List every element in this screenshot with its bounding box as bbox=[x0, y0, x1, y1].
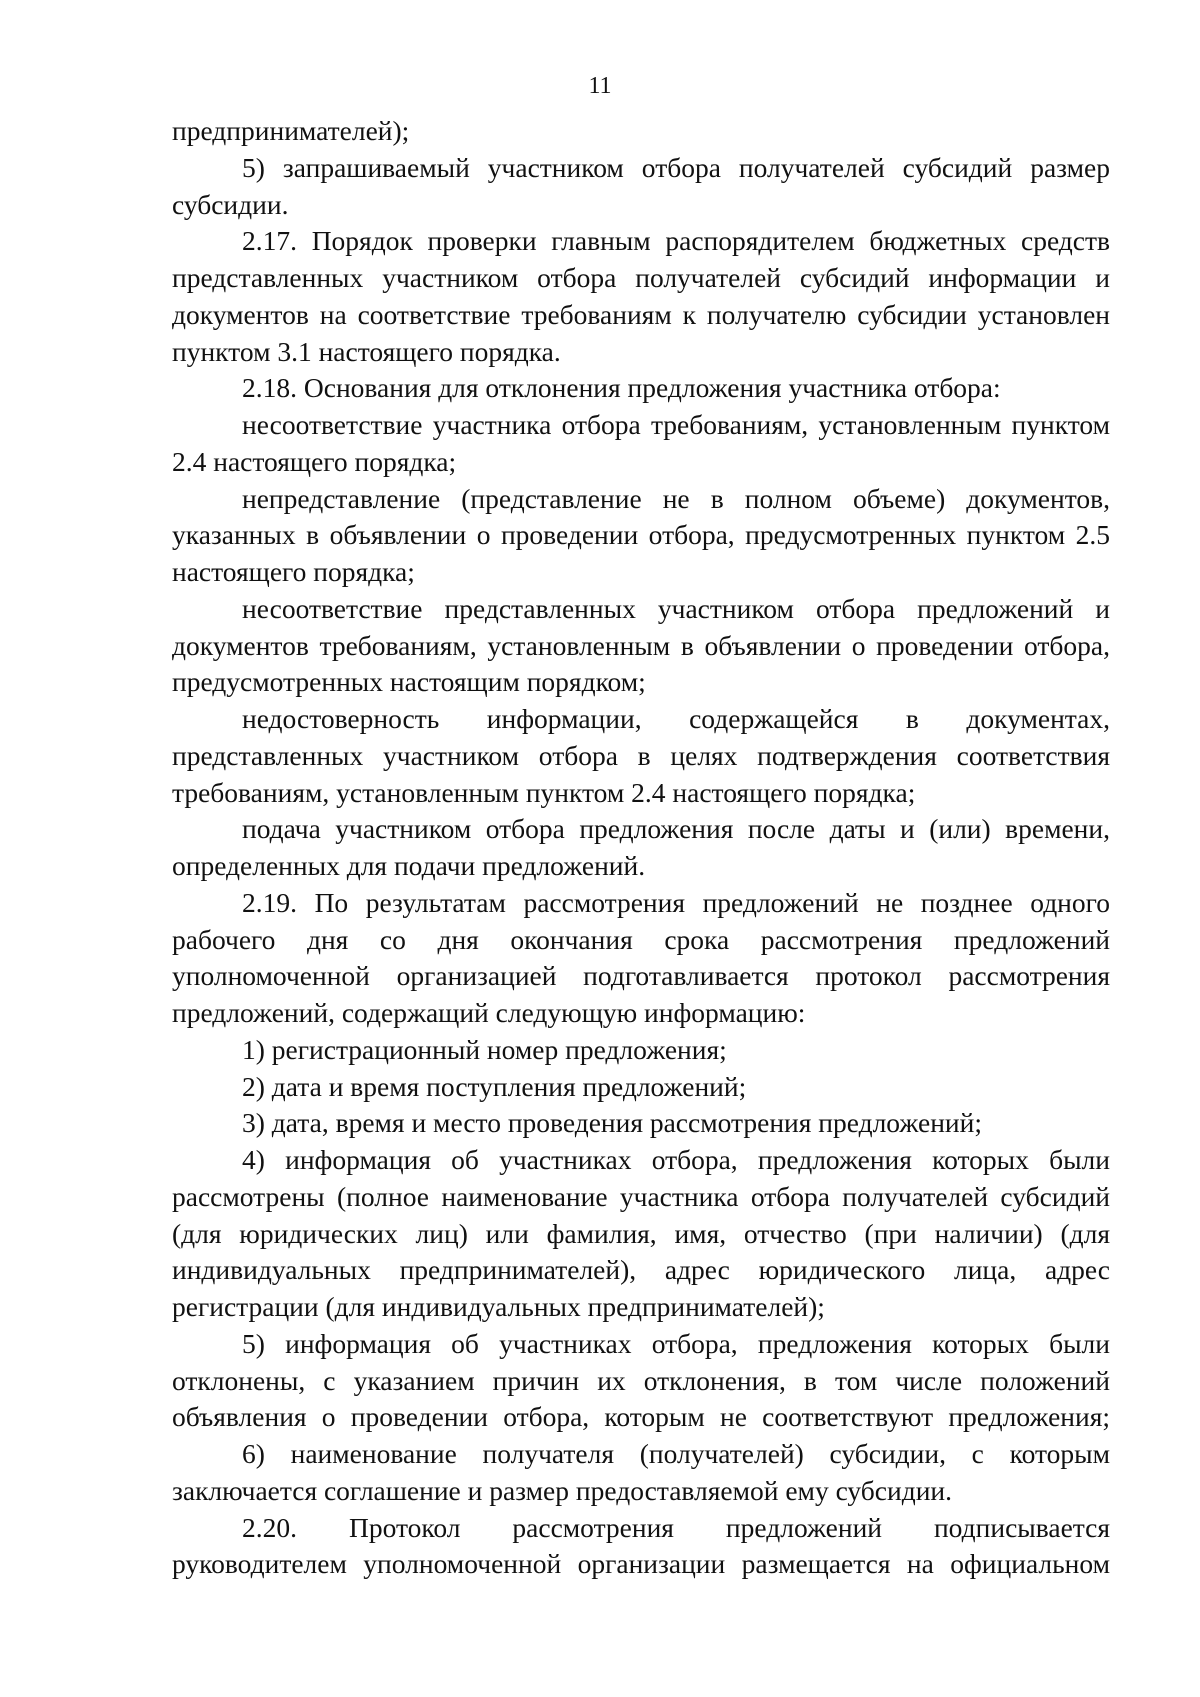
text-line: пунктом 3.1 настоящего порядка. bbox=[172, 335, 561, 367]
page-number: 11 bbox=[588, 73, 612, 99]
text-line: 4) информация об участниках отбора, предложения которых были bbox=[242, 1144, 1110, 1175]
text-line: 3) дата, время и место проведения рассмотрения предложений; bbox=[242, 1107, 983, 1139]
text-line: предложений, содержащий следующую информацию: bbox=[172, 997, 806, 1028]
text-line: 2.19. По результатам рассмотрения предложений не позднее одного bbox=[242, 886, 1110, 918]
text-line: представленных участником отбора получателей субсидий информации и bbox=[172, 262, 1110, 293]
text-line: настоящего порядка; bbox=[172, 556, 415, 587]
text-line: объявления о проведении отбора, которым не соответствуют предложения; bbox=[172, 1401, 1110, 1433]
text-line: недостоверность информации, содержащейся в документах, bbox=[242, 703, 1110, 734]
text-line: 5) запрашиваемый участником отбора получателей субсидий размер bbox=[242, 151, 1110, 183]
document-body bbox=[172, 113, 1110, 1583]
text-line: регистрации (для индивидуальных предпринимателей); bbox=[172, 1291, 825, 1322]
text-line: 5) информация об участниках отбора, предложения которых были bbox=[242, 1327, 1110, 1359]
text-line: подача участником отбора предложения после даты и (или) времени, bbox=[242, 813, 1110, 845]
text-line: документов требованиям, установленным в объявлении о проведении отбора, bbox=[172, 629, 1110, 661]
text-line: 1) регистрационный номер предложения; bbox=[242, 1033, 727, 1065]
text-line: отклонены, с указанием причин их отклонения, в том числе положений bbox=[172, 1364, 1110, 1396]
text-line: заключается соглашение и размер предоставляемой ему субсидии. bbox=[172, 1474, 953, 1506]
text-line: несоответствие представленных участником отбора предложений и bbox=[242, 592, 1110, 624]
text-line: рассмотрены (полное наименование участника отбора получателей субсидий bbox=[172, 1180, 1110, 1212]
text-line: субсидии. bbox=[172, 188, 289, 220]
text-line: 2.4 настоящего порядка; bbox=[172, 445, 457, 477]
text-line: непредставление (представление не в полном объеме) документов, bbox=[242, 482, 1110, 514]
text-line: предпринимателей); bbox=[172, 115, 410, 146]
text-line: 2) дата и время поступления предложений; bbox=[242, 1070, 747, 1102]
text-line: требованиям, установленным пунктом 2.4 настоящего порядка; bbox=[172, 776, 916, 808]
text-line: несоответствие участника отбора требованиям, установленным пунктом bbox=[242, 409, 1110, 440]
text-line: руководителем уполномоченной организации размещается на официальном bbox=[172, 1548, 1110, 1580]
text-line: уполномоченной организацией подготавливается протокол рассмотрения bbox=[172, 960, 1110, 992]
text-line: рабочего дня со дня окончания срока рассмотрения предложений bbox=[172, 923, 1110, 955]
text-line: индивидуальных предпринимателей), адрес юридического лица, адрес bbox=[172, 1254, 1110, 1286]
text-line: 2.17. Порядок проверки главным распорядителем бюджетных средств bbox=[242, 225, 1110, 257]
text-line: представленных участником отбора в целях подтверждения соответствия bbox=[172, 739, 1110, 771]
text-line: 6) наименование получателя (получателей) субсидии, с которым bbox=[242, 1438, 1110, 1469]
text-line: документов на соответствие требованиям к получателю субсидии установлен bbox=[172, 298, 1110, 330]
text-line: указанных в объявлении о проведении отбора, предусмотренных пунктом 2.5 bbox=[172, 519, 1110, 551]
text-line: (для юридических лиц) или фамилия, имя, отчество (при наличии) (для bbox=[172, 1217, 1110, 1249]
text-line: 2.20. Протокол рассмотрения предложений подписывается bbox=[242, 1511, 1110, 1543]
text-line: предусмотренных настоящим порядком; bbox=[172, 666, 646, 698]
text-line: 2.18. Основания для отклонения предложения участника отбора: bbox=[242, 372, 1001, 404]
text-line: определенных для подачи предложений. bbox=[172, 850, 646, 881]
